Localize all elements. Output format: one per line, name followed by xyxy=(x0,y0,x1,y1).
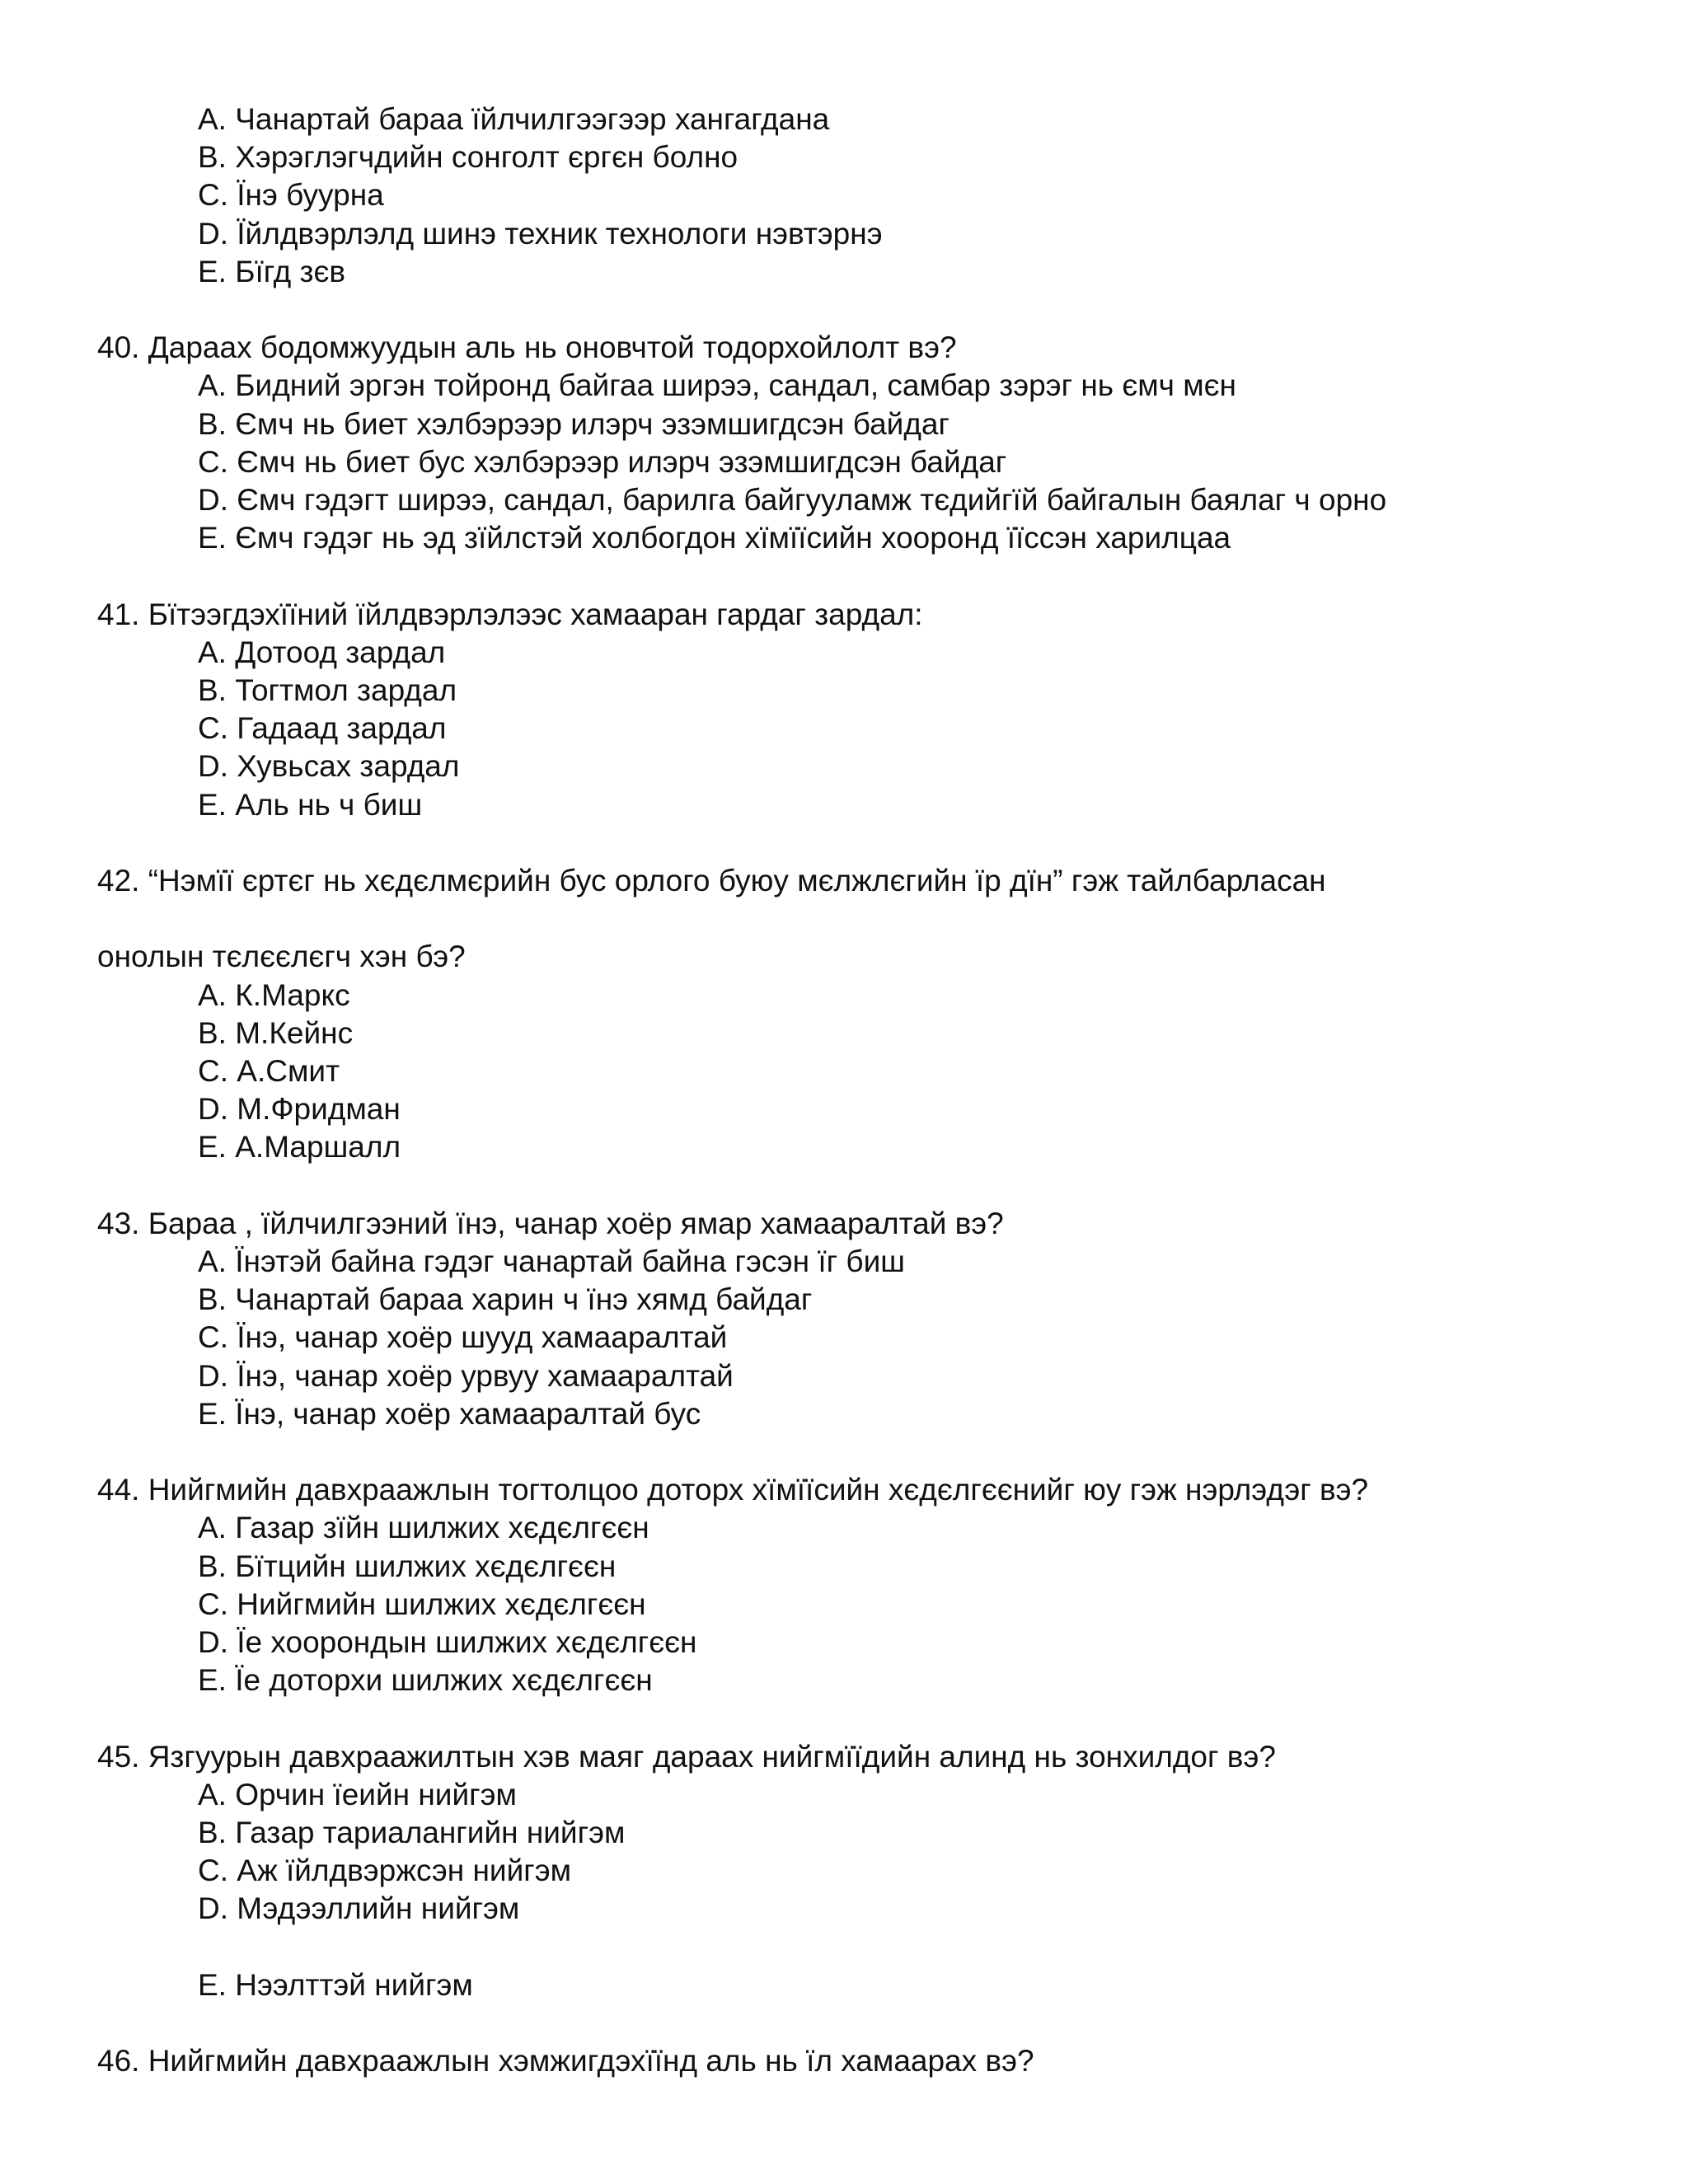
answer-option: B. Ємч нь биет хэлбэрээр илэрч эзэмшигдсэн байдаг xyxy=(198,406,950,441)
question-text: 41. Бїтээгдэхїїний їйлдвэрлэлээс хамааран гардаг зардал: xyxy=(97,597,923,631)
answer-option: D. Хувьсах зардал xyxy=(198,749,460,784)
question-text: 45. Язгуурын давхраажилтын хэв маяг дараах нийгмїїдийн алинд нь зонхилдог вэ? xyxy=(97,1739,1276,1774)
answer-option: E. Нээлттэй нийгэм xyxy=(198,1967,473,2002)
answer-option: D. Мэдээллийн нийгэм xyxy=(198,1891,520,1926)
answer-option: D. Їе хоорондын шилжих хєдєлгєєн xyxy=(198,1625,697,1659)
answer-option: A. Чанартай бараа їйлчилгээгээр хангагдана xyxy=(198,102,830,136)
answer-option: E. Бїгд зєв xyxy=(198,254,346,288)
answer-option: A. Бидний эргэн тойронд байгаа ширээ, сандал, самбар зэрэг нь ємч мєн xyxy=(198,368,1236,403)
answer-option: C. Ємч нь биет бус хэлбэрээр илэрч эзэмшигдсэн байдаг xyxy=(198,444,1007,479)
answer-option: C. Їнэ, чанар хоёр шууд хамааралтай xyxy=(198,1320,728,1355)
answer-option: A. Газар зїйн шилжих хєдєлгєєн xyxy=(198,1511,649,1545)
question-text: онолын тєлєєлєгч хэн бэ? xyxy=(97,940,466,974)
answer-option: E. Їнэ, чанар хоёр хамааралтай бус xyxy=(198,1396,701,1431)
answer-option: A. Дотоод зардал xyxy=(198,635,446,669)
answer-option: C. Нийгмийн шилжих хєдєлгєєн xyxy=(198,1586,646,1621)
answer-option: E. Їе доторхи шилжих хєдєлгєєн xyxy=(198,1663,653,1698)
answer-option: C. Гадаад зардал xyxy=(198,711,447,746)
question-text: 44. Нийгмийн давхраажлын тогтолцоо доторх хїмїїсийн хєдєлгєєнийг юу гэж нэрлэдэг вэ? xyxy=(97,1473,1369,1507)
answer-option: E. Аль нь ч биш xyxy=(198,787,423,822)
answer-option: B. Хэрэглэгчдийн сонголт єргєн болно xyxy=(198,140,738,175)
answer-option: E. Ємч гэдэг нь эд зїйлстэй холбогдон хїмїїсийн хооронд їїссэн харилцаа xyxy=(198,521,1231,555)
answer-option: D. Ємч гэдэгт ширээ, сандал, барилга байгууламж тєдийгїй байгалын баялаг ч орно xyxy=(198,483,1387,517)
answer-option: B. Газар тариалангийн нийгэм xyxy=(198,1816,626,1849)
answer-option: D. М.Фридман xyxy=(198,1092,401,1127)
answer-option: A. Орчин їеийн нийгэм xyxy=(198,1777,517,1811)
question-text: 43. Бараа , їйлчилгээний їнэ, чанар хоёр ямар хамааралтай вэ? xyxy=(97,1206,1004,1240)
question-text: 42. “Нэмїї єртєг нь хєдєлмєрийн бус орлого буюу мєлжлєгийн їр дїн” гэж тайлбарласан xyxy=(97,864,1326,898)
answer-option: B. Тогтмол зардал xyxy=(198,673,457,707)
answer-option: B. Бїтцийн шилжих хєдєлгєєн xyxy=(198,1549,617,1583)
answer-option: C. А.Смит xyxy=(198,1054,340,1088)
question-text: 46. Нийгмийн давхраажлын хэмжигдэхїїнд аль нь їл хамаарах вэ? xyxy=(97,2044,1034,2079)
question-text: 40. Дараах бодомжуудын аль нь оновчтой тодорхойлолт вэ? xyxy=(97,330,957,365)
answer-option: E. А.Маршалл xyxy=(198,1130,401,1165)
answer-option: C. Аж їйлдвэржсэн нийгэм xyxy=(198,1854,572,1888)
answer-option: D. Їйлдвэрлэлд шинэ техник технологи нэвтэрнэ xyxy=(198,216,883,251)
answer-option: B. Чанартай бараа харин ч їнэ хямд байдаг xyxy=(198,1282,813,1317)
answer-option: A. К.Маркс xyxy=(198,977,350,1012)
answer-option: A. Їнэтэй байна гэдэг чанартай байна гэсэн їг биш xyxy=(198,1244,905,1278)
answer-option: B. М.Кейнс xyxy=(198,1015,354,1050)
answer-option: D. Їнэ, чанар хоёр урвуу хамааралтай xyxy=(198,1358,734,1393)
answer-option: C. Їнэ буурна xyxy=(198,178,384,213)
